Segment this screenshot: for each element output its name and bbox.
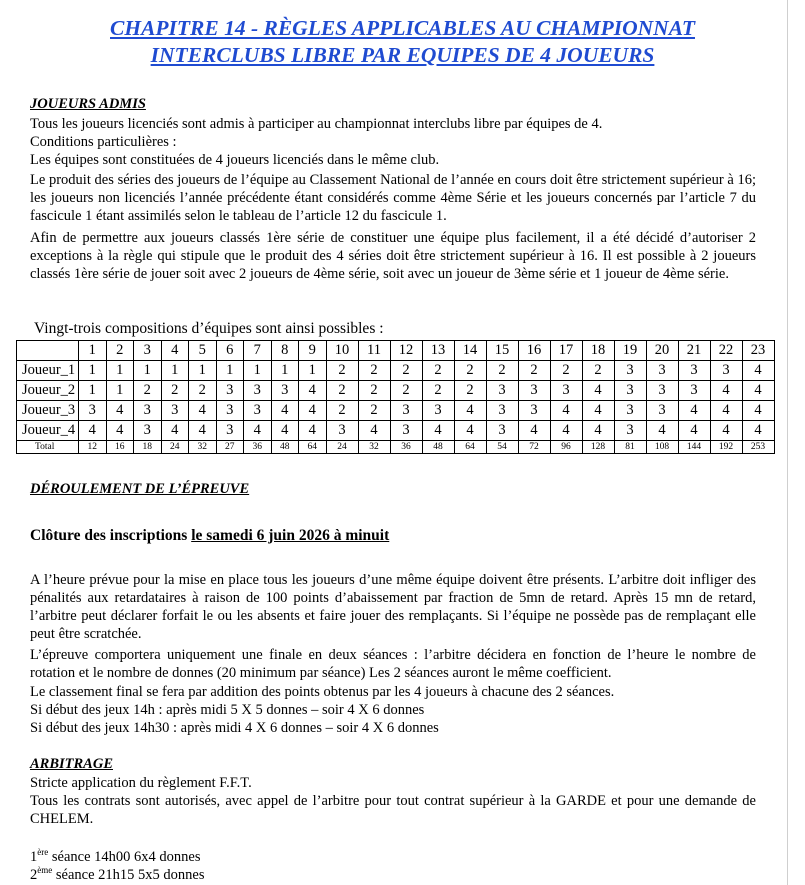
table-cell: 4: [299, 381, 327, 401]
table-cell: 1: [244, 361, 272, 381]
row-label-cell: Joueur_4: [17, 421, 79, 441]
column-header-cell: 7: [244, 341, 272, 361]
table-cell: 3: [614, 361, 646, 381]
chapter-title-line-1: CHAPITRE 14 - RÈGLES APPLICABLES AU CHAMPIONNAT: [110, 16, 695, 40]
total-cell: 24: [161, 441, 189, 454]
total-cell: 192: [710, 441, 742, 454]
table-cell: 4: [646, 421, 678, 441]
table-cell: 3: [486, 421, 518, 441]
table-cell: 3: [244, 401, 272, 421]
table-cell: 2: [358, 361, 390, 381]
table-cell: 2: [134, 381, 162, 401]
arbitrage-paragraph-2: Tous les contrats sont autorisés, avec appel de l’arbitre pour tout contrat supérieur à la GARDE et pour une demande de CHELEM.: [30, 793, 756, 827]
column-header-cell: 4: [161, 341, 189, 361]
total-cell: 96: [550, 441, 582, 454]
table-cell: 3: [244, 381, 272, 401]
total-cell: 24: [326, 441, 358, 454]
table-cell: 1: [79, 381, 107, 401]
table-cell: 4: [454, 401, 486, 421]
total-cell: 108: [646, 441, 678, 454]
table-cell: 3: [646, 401, 678, 421]
table-cell: 2: [454, 381, 486, 401]
table-cell: 4: [710, 421, 742, 441]
total-cell: 27: [216, 441, 244, 454]
deroulement-heading: DÉROULEMENT DE L’ÉPREUVE: [30, 481, 250, 497]
table-cell: 1: [189, 361, 217, 381]
total-cell: 253: [742, 441, 774, 454]
total-cell: 36: [390, 441, 422, 454]
table-cell: 1: [134, 361, 162, 381]
table-cell: 3: [134, 401, 162, 421]
column-header-cell: 2: [106, 341, 134, 361]
table-row: [17, 401, 775, 421]
total-cell: 64: [454, 441, 486, 454]
table-cell: 2: [326, 401, 358, 421]
table-cell: 1: [106, 361, 134, 381]
table-cell: 4: [271, 401, 299, 421]
table-cell: 3: [646, 361, 678, 381]
table-cell: 4: [582, 401, 614, 421]
table-cell: 2: [358, 381, 390, 401]
total-cell: 64: [299, 441, 327, 454]
table-cell: 1: [271, 361, 299, 381]
table-cell: 2: [422, 361, 454, 381]
table-cell: 4: [161, 421, 189, 441]
column-header-cell: 17: [550, 341, 582, 361]
table-cell: 2: [454, 361, 486, 381]
table-cell: 3: [614, 421, 646, 441]
total-cell: 36: [244, 441, 272, 454]
table-cell: 4: [106, 421, 134, 441]
table-cell: 3: [678, 361, 710, 381]
column-header-cell: 18: [582, 341, 614, 361]
table-cell: 4: [189, 401, 217, 421]
total-cell: 32: [358, 441, 390, 454]
column-header-cell: 11: [358, 341, 390, 361]
total-cell: 54: [486, 441, 518, 454]
table-cell: 4: [550, 421, 582, 441]
column-header-cell: 22: [710, 341, 742, 361]
table-cell: 2: [582, 361, 614, 381]
table-row: [17, 421, 775, 441]
column-header-cell: 19: [614, 341, 646, 361]
table-cell: 4: [742, 401, 774, 421]
table-cell: 3: [646, 381, 678, 401]
deroulement-paragraph-2: L’épreuve comportera uniquement une finale en deux séances : l’arbitre décidera en fonction de l’heure le nombre de rotation et le nombre de donnes (20 minimum par séance) Les 2 séances auront le même coefficient.: [30, 647, 756, 681]
table-cell: 4: [358, 421, 390, 441]
column-header-cell: 20: [646, 341, 678, 361]
table-cell: 3: [79, 401, 107, 421]
table-cell: 4: [710, 381, 742, 401]
joueurs-paragraph-5: Afin de permettre aux joueurs classés 1ère série de constituer une équipe plus facilement, il a été décidé d’autoriser 2 exceptions à la règle qui stipule que le produit des 4 séries doit être strictement supérieur à 16. Il est possible à 2 joueurs classés 1ère série de jouer soit avec 2 joueurs de 4ème série, soit avec un joueur de 3ème série et 1 joueur de 4ème série.: [30, 230, 756, 282]
table-cell: 4: [299, 421, 327, 441]
seance-2-line: [30, 866, 756, 884]
cloture-label: Clôture des inscriptions: [30, 527, 192, 544]
total-cell: 32: [189, 441, 217, 454]
table-cell: 3: [216, 401, 244, 421]
table-cell: 1: [216, 361, 244, 381]
table-cell: 3: [486, 401, 518, 421]
table-header-row: [17, 341, 775, 361]
seance-2-suffix: ème: [37, 865, 53, 876]
table-cell: 4: [582, 381, 614, 401]
table-row: [17, 361, 775, 381]
joueurs-paragraph-2: Conditions particulières :: [30, 134, 177, 150]
table-cell: 4: [550, 401, 582, 421]
column-header-cell: 23: [742, 341, 774, 361]
table-cell: 2: [486, 361, 518, 381]
column-header-cell: 21: [678, 341, 710, 361]
table-cell: 2: [326, 381, 358, 401]
table-cell: 4: [189, 421, 217, 441]
table-cell: 2: [390, 361, 422, 381]
total-cell: 81: [614, 441, 646, 454]
table-cell: 3: [518, 401, 550, 421]
table-cell: 4: [79, 421, 107, 441]
row-label-cell: Joueur_1: [17, 361, 79, 381]
table-cell: 2: [161, 381, 189, 401]
table-cell: 4: [678, 421, 710, 441]
row-label-cell: Joueur_2: [17, 381, 79, 401]
column-header-cell: 14: [454, 341, 486, 361]
column-header-cell: 8: [271, 341, 299, 361]
seance-1-line: [30, 848, 756, 866]
table-cell: 1: [79, 361, 107, 381]
joueurs-admis-heading: JOUEURS ADMIS: [30, 96, 146, 112]
total-cell: 48: [422, 441, 454, 454]
table-corner-cell: [17, 341, 79, 361]
table-cell: 3: [271, 381, 299, 401]
joueurs-paragraph-3: Les équipes sont constituées de 4 joueurs licenciés dans le même club.: [30, 152, 440, 168]
table-cell: 3: [614, 401, 646, 421]
seance-2-number: 2: [30, 867, 38, 883]
table-cell: 2: [326, 361, 358, 381]
table-cell: 2: [189, 381, 217, 401]
table-cell: 2: [550, 361, 582, 381]
table-cell: 4: [582, 421, 614, 441]
table-cell: 2: [518, 361, 550, 381]
table-cell: 4: [106, 401, 134, 421]
chapter-title-line-2: INTERCLUBS LIBRE PAR EQUIPES DE 4 JOUEURS: [150, 43, 655, 67]
table-cell: 2: [358, 401, 390, 421]
table-cell: 3: [134, 421, 162, 441]
column-header-cell: 9: [299, 341, 327, 361]
deroulement-paragraph-1: A l’heure prévue pour la mise en place tous les joueurs d’une même équipe doivent être présents. L’arbitre doit infliger des pénalités aux retardataires à raison de 100 points d’abaissement par fraction de 5mn de retard. Après 15 mn de retard, l’arbitre peut déclarer forfait le ou les absents et faire jouer des remplaçants. Si l’équipe ne possède pas de remplaçant elle peut être scratchée.: [30, 572, 756, 642]
table-cell: 3: [390, 421, 422, 441]
column-header-cell: 10: [326, 341, 358, 361]
total-label-cell: Total: [17, 441, 79, 454]
deroulement-paragraph-3: Le classement final se fera par addition des points obtenus par les 4 joueurs à chacune des 2 séances.: [30, 684, 615, 700]
total-cell: 16: [106, 441, 134, 454]
cloture-date: le samedi 6 juin 2026 à minuit: [191, 527, 390, 544]
deroulement-paragraph-4: Si début des jeux 14h : après midi 5 X 5 donnes – soir 4 X 6 donnes: [30, 702, 425, 718]
table-cell: 4: [244, 421, 272, 441]
column-header-cell: 13: [422, 341, 454, 361]
table-cell: 3: [161, 401, 189, 421]
table-cell: 4: [742, 381, 774, 401]
seance-1-suffix: ère: [37, 847, 49, 858]
arbitrage-heading: ARBITRAGE: [30, 756, 113, 772]
total-row: [17, 441, 775, 454]
table-cell: 3: [216, 381, 244, 401]
total-cell: 72: [518, 441, 550, 454]
column-header-cell: 6: [216, 341, 244, 361]
table-cell: 2: [422, 381, 454, 401]
seance-1-number: 1: [30, 849, 38, 865]
column-header-cell: 5: [189, 341, 217, 361]
arbitrage-paragraph-1: Stricte application du règlement F.F.T.: [30, 775, 252, 791]
table-cell: 4: [742, 361, 774, 381]
joueurs-paragraph-1: Tous les joueurs licenciés sont admis à participer au championnat interclubs libre par équipes de 4.: [30, 116, 603, 132]
table-caption: Vingt-trois compositions d’équipes sont ainsi possibles :: [34, 320, 384, 337]
row-label-cell: Joueur_3: [17, 401, 79, 421]
page-edge-divider: [787, 0, 788, 885]
table-cell: 1: [299, 361, 327, 381]
seance-2-text: séance 21h15 5x5 donnes: [52, 867, 205, 883]
table-cell: 3: [678, 381, 710, 401]
table-cell: 3: [486, 381, 518, 401]
column-header-cell: 16: [518, 341, 550, 361]
table-cell: 3: [390, 401, 422, 421]
table-cell: 4: [271, 421, 299, 441]
deroulement-paragraph-5: Si début des jeux 14h30 : après midi 4 X 6 donnes – soir 4 X 6 donnes: [30, 720, 439, 736]
table-cell: 3: [216, 421, 244, 441]
table-cell: 3: [326, 421, 358, 441]
table-cell: 3: [710, 361, 742, 381]
table-cell: 4: [710, 401, 742, 421]
column-header-cell: 3: [134, 341, 162, 361]
table-cell: 4: [454, 421, 486, 441]
table-cell: 3: [422, 401, 454, 421]
table-cell: 4: [299, 401, 327, 421]
table-cell: 1: [161, 361, 189, 381]
table-cell: 3: [614, 381, 646, 401]
table-cell: 3: [518, 381, 550, 401]
total-cell: 48: [271, 441, 299, 454]
table-cell: 4: [518, 421, 550, 441]
compositions-table: [16, 340, 775, 454]
column-header-cell: 15: [486, 341, 518, 361]
cloture-line: [30, 526, 389, 546]
seance-1-text: séance 14h00 6x4 donnes: [48, 849, 201, 865]
table-cell: 2: [390, 381, 422, 401]
table-cell: 3: [550, 381, 582, 401]
total-cell: 144: [678, 441, 710, 454]
total-cell: 128: [582, 441, 614, 454]
column-header-cell: 1: [79, 341, 107, 361]
column-header-cell: 12: [390, 341, 422, 361]
table-cell: 1: [106, 381, 134, 401]
table-row: [17, 381, 775, 401]
table-cell: 4: [422, 421, 454, 441]
table-cell: 4: [678, 401, 710, 421]
joueurs-paragraph-4: Le produit des séries des joueurs de l’équipe au Classement National de l’année en cours doit être strictement supérieur à 16; les joueurs non licenciés l’année précédente étant considérés comme 4ème Série et les joueurs concernés par l’article 7 du fascicule 1 étant assimilés selon le tableau de l’article 12 du fascicule 1.: [30, 172, 756, 224]
table-cell: 4: [742, 421, 774, 441]
total-cell: 12: [79, 441, 107, 454]
total-cell: 18: [134, 441, 162, 454]
